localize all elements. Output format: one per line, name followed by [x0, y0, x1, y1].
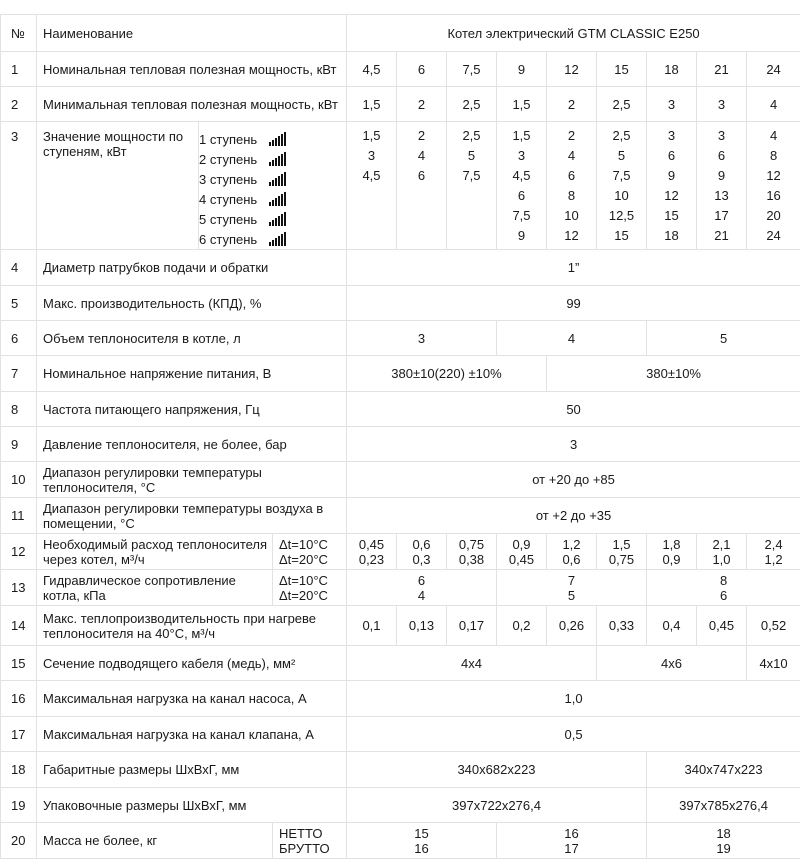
cell: 5 [647, 321, 800, 356]
step-value: 8 [769, 148, 778, 163]
step-value: 17 [714, 208, 729, 223]
cell: 397х722х276,4 [347, 788, 647, 823]
cell: 1,2 0,6 [547, 534, 597, 570]
cell: 0,26 [547, 606, 597, 646]
step-value: 15 [664, 208, 679, 223]
step-label: 5 ступень [199, 211, 258, 227]
step-item [199, 189, 346, 209]
step-value: 13 [714, 188, 729, 203]
step-value: 10 [564, 208, 579, 223]
cell: 0,45 [697, 606, 747, 646]
step-values-col [647, 122, 697, 250]
step-value: 15 [614, 228, 629, 243]
step-value: 2,5 [612, 128, 631, 143]
cell: 0,45 0,23 [347, 534, 397, 570]
row-label: Значение мощности по ступеням, кВт [37, 122, 199, 250]
cell: 16 17 [497, 823, 647, 859]
step-label: 1 ступень [199, 131, 258, 147]
cell: 2,1 1,0 [697, 534, 747, 570]
row-8 [1, 392, 800, 427]
cell: 1,8 0,9 [647, 534, 697, 570]
step-item [199, 169, 346, 189]
cell: 2 [547, 87, 597, 122]
row-number: 2 [1, 87, 37, 122]
header-row [1, 15, 800, 52]
row-number: 14 [1, 606, 37, 646]
cell: 24 [747, 52, 800, 87]
cell: 18 [647, 52, 697, 87]
step-values-col [597, 122, 647, 250]
signal-bars-icon [269, 212, 286, 226]
step-value: 6 [667, 148, 676, 163]
step-value: 4 [769, 128, 778, 143]
row-number: 16 [1, 681, 37, 717]
step-value: 5 [617, 148, 626, 163]
cell: 2,5 [447, 87, 497, 122]
row-12 [1, 534, 800, 570]
cell: 0,17 [447, 606, 497, 646]
cell: 3 [347, 321, 497, 356]
row-number: 20 [1, 823, 37, 859]
cell: 1,5 0,75 [597, 534, 647, 570]
step-values-col [497, 122, 547, 250]
step-value: 7,5 [462, 168, 481, 183]
row-19 [1, 788, 800, 823]
row-20 [1, 823, 800, 859]
row-6 [1, 321, 800, 356]
row-number: 10 [1, 462, 37, 498]
row-number: 4 [1, 250, 37, 286]
step-label: 3 ступень [199, 171, 258, 187]
step-values-col [397, 122, 447, 250]
cell: 0,52 [747, 606, 800, 646]
cell: 0,6 0,3 [397, 534, 447, 570]
step-value: 24 [766, 228, 781, 243]
step-value: 6 [417, 168, 426, 183]
cell: 6 4 [347, 570, 497, 606]
cell: 397х785х276,4 [647, 788, 800, 823]
step-value: 5 [467, 148, 476, 163]
cell: 380±10(220) ±10% [347, 356, 547, 392]
top-margin [0, 0, 800, 14]
row-number: 6 [1, 321, 37, 356]
step-value: 2 [567, 128, 576, 143]
row-14 [1, 606, 800, 646]
steps-list [199, 122, 347, 250]
step-value: 10 [614, 188, 629, 203]
row-13 [1, 570, 800, 606]
step-value: 1,5 [362, 128, 381, 143]
step-value: 1,5 [512, 128, 531, 143]
row-label: Давление теплоносителя, не более, бар [37, 427, 347, 462]
row-number: 9 [1, 427, 37, 462]
header-model: Котел электрический GTM CLASSIC E250 [347, 15, 800, 52]
row-number: 7 [1, 356, 37, 392]
step-value: 6 [517, 188, 526, 203]
cell: 1,5 [497, 87, 547, 122]
step-label: 4 ступень [199, 191, 258, 207]
row-number: 8 [1, 392, 37, 427]
cell: 15 [597, 52, 647, 87]
row-label: Необходимый расход теплоносителя через котел, м³/ч [37, 534, 273, 570]
cell: 0,75 0,38 [447, 534, 497, 570]
cell: 0,33 [597, 606, 647, 646]
cell: 2,4 1,2 [747, 534, 800, 570]
row-number: 5 [1, 286, 37, 321]
step-values-col [747, 122, 800, 250]
step-value: 3 [717, 128, 726, 143]
step-value: 8 [567, 188, 576, 203]
row-7 [1, 356, 800, 392]
step-value: 6 [717, 148, 726, 163]
row-number: 19 [1, 788, 37, 823]
row-label: Объем теплоносителя в котле, л [37, 321, 347, 356]
row-label: Максимальная нагрузка на канал насоса, А [37, 681, 347, 717]
row-number: 11 [1, 498, 37, 534]
step-value: 20 [766, 208, 781, 223]
step-value: 4 [567, 148, 576, 163]
row-4 [1, 250, 800, 286]
delta-t-labels: Δt=10°С Δt=20°С [273, 534, 347, 570]
step-value: 3 [517, 148, 526, 163]
row-label: Минимальная тепловая полезная мощность, кВт [37, 87, 347, 122]
row-label: Гидравлическое сопротивление котла, кПа [37, 570, 273, 606]
cell: 2 [397, 87, 447, 122]
step-value: 3 [367, 148, 376, 163]
cell: 50 [347, 392, 800, 427]
cell: 9 [497, 52, 547, 87]
cell: 1,0 [347, 681, 800, 717]
row-10 [1, 462, 800, 498]
cell: 2,5 [597, 87, 647, 122]
row-5 [1, 286, 800, 321]
cell: 0,1 [347, 606, 397, 646]
cell: от +2 до +35 [347, 498, 800, 534]
signal-bars-icon [269, 232, 286, 246]
cell: 3 [347, 427, 800, 462]
cell: 0,13 [397, 606, 447, 646]
row-15 [1, 646, 800, 681]
row-label: Масса не более, кг [37, 823, 273, 859]
row-label: Макс. производительность (КПД), % [37, 286, 347, 321]
row-number: 3 [1, 122, 37, 250]
step-value: 18 [664, 228, 679, 243]
row-3 [1, 122, 800, 250]
row-label: Диапазон регулировки температуры воздуха в помещении, °С [37, 498, 347, 534]
signal-bars-icon [269, 192, 286, 206]
row-label: Диаметр патрубков подачи и обратки [37, 250, 347, 286]
cell: 0,5 [347, 717, 800, 752]
row-16 [1, 681, 800, 717]
step-value: 9 [717, 168, 726, 183]
cell: 4 [497, 321, 647, 356]
cell: 340х747х223 [647, 752, 800, 788]
cell: 7 5 [497, 570, 647, 606]
cell: 0,2 [497, 606, 547, 646]
row-11 [1, 498, 800, 534]
step-values-col [547, 122, 597, 250]
header-name: Наименование [37, 15, 347, 52]
mass-type-labels: НЕТТО БРУТТО [273, 823, 347, 859]
row-label: Упаковочные размеры ШхВхГ, мм [37, 788, 347, 823]
row-label: Габаритные размеры ШхВхГ, мм [37, 752, 347, 788]
step-value: 4,5 [512, 168, 531, 183]
delta-t-labels: Δt=10°С Δt=20°С [273, 570, 347, 606]
row-number: 1 [1, 52, 37, 87]
step-values-col [697, 122, 747, 250]
cell: 8 6 [647, 570, 800, 606]
cell: 4 [747, 87, 800, 122]
cell: 18 19 [647, 823, 800, 859]
step-values-col [347, 122, 397, 250]
signal-bars-icon [269, 132, 286, 146]
cell: 4х4 [347, 646, 597, 681]
step-value: 9 [517, 228, 526, 243]
step-value: 2,5 [462, 128, 481, 143]
row-1 [1, 52, 800, 87]
cell: 4х10 [747, 646, 800, 681]
step-value: 9 [667, 168, 676, 183]
cell: 4х6 [597, 646, 747, 681]
signal-bars-icon [269, 172, 286, 186]
cell: 6 [397, 52, 447, 87]
row-number: 18 [1, 752, 37, 788]
cell: 1,5 [347, 87, 397, 122]
step-value: 7,5 [612, 168, 631, 183]
step-value: 12 [766, 168, 781, 183]
row-label: Диапазон регулировки температуры теплоносителя, °С [37, 462, 347, 498]
row-label: Максимальная нагрузка на канал клапана, А [37, 717, 347, 752]
row-label: Номинальное напряжение питания, В [37, 356, 347, 392]
row-label: Номинальная тепловая полезная мощность, кВт [37, 52, 347, 87]
row-2 [1, 87, 800, 122]
step-item [199, 129, 346, 149]
cell: 3 [697, 87, 747, 122]
step-label: 6 ступень [199, 231, 258, 247]
step-value: 4,5 [362, 168, 381, 183]
step-item [199, 209, 346, 229]
row-number: 13 [1, 570, 37, 606]
cell: 1” [347, 250, 800, 286]
row-number: 12 [1, 534, 37, 570]
row-number: 17 [1, 717, 37, 752]
step-item [199, 229, 346, 249]
step-value: 12,5 [608, 208, 635, 223]
cell: 0,9 0,45 [497, 534, 547, 570]
row-label: Сечение подводящего кабеля (медь), мм² [37, 646, 347, 681]
cell: 15 16 [347, 823, 497, 859]
header-no: № [1, 15, 37, 52]
cell: 21 [697, 52, 747, 87]
row-label: Частота питающего напряжения, Гц [37, 392, 347, 427]
row-18 [1, 752, 800, 788]
step-item [199, 149, 346, 169]
step-value: 4 [417, 148, 426, 163]
cell: 99 [347, 286, 800, 321]
step-label: 2 ступень [199, 151, 258, 167]
row-9 [1, 427, 800, 462]
step-value: 21 [714, 228, 729, 243]
step-value: 3 [667, 128, 676, 143]
step-values-col [447, 122, 497, 250]
step-value: 12 [664, 188, 679, 203]
specs-table [0, 14, 800, 859]
step-value: 7,5 [512, 208, 531, 223]
cell: 4,5 [347, 52, 397, 87]
cell: 0,4 [647, 606, 697, 646]
step-value: 2 [417, 128, 426, 143]
step-value: 6 [567, 168, 576, 183]
step-value: 16 [766, 188, 781, 203]
cell: 380±10% [547, 356, 800, 392]
signal-bars-icon [269, 152, 286, 166]
cell: 340х682х223 [347, 752, 647, 788]
step-value: 12 [564, 228, 579, 243]
cell: 12 [547, 52, 597, 87]
cell: 7,5 [447, 52, 497, 87]
cell: от +20 до +85 [347, 462, 800, 498]
row-number: 15 [1, 646, 37, 681]
row-17 [1, 717, 800, 752]
cell: 3 [647, 87, 697, 122]
row-label: Макс. теплопроизводительность при нагреве теплоносителя на 40°С, м³/ч [37, 606, 347, 646]
